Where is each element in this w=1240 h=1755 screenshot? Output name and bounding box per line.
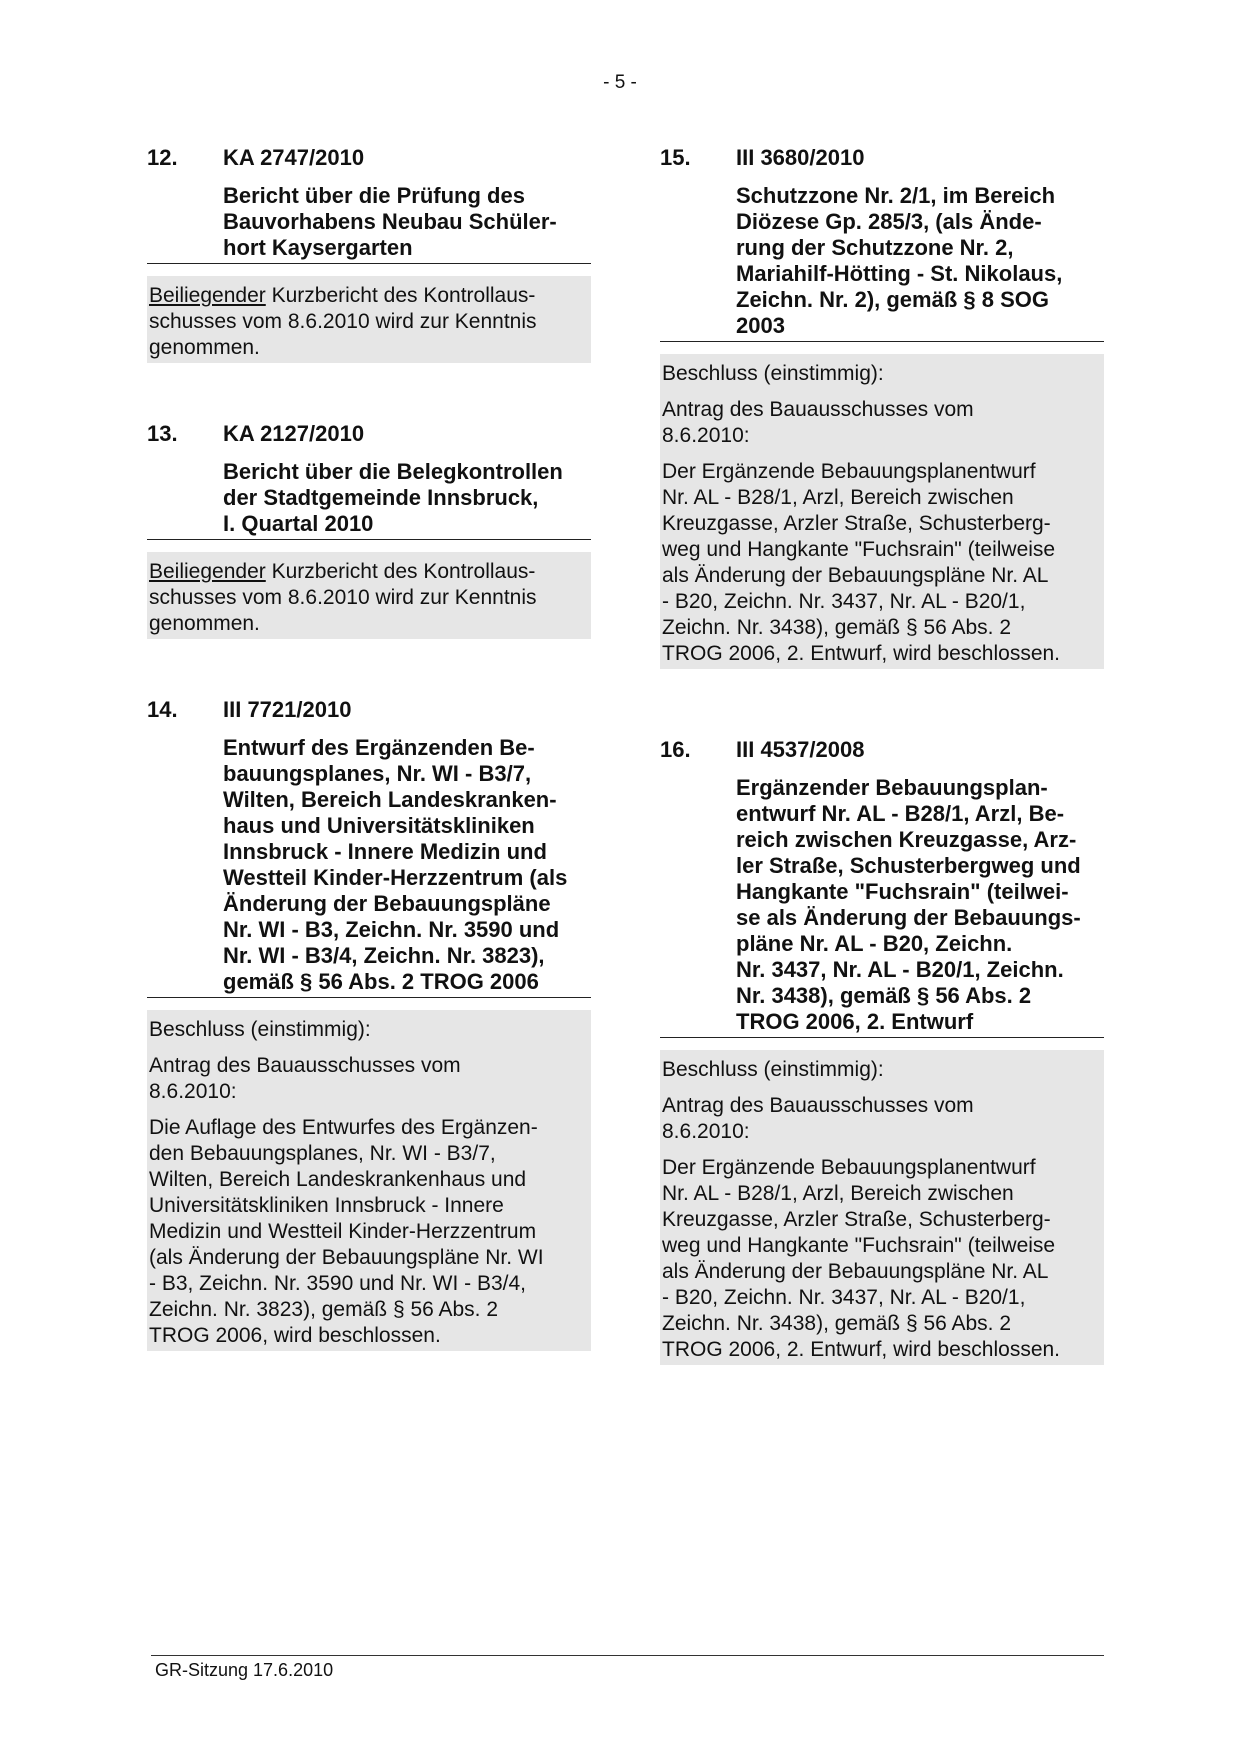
title-divider bbox=[147, 263, 591, 264]
title-line: der Stadtgemeinde Innsbruck, bbox=[223, 485, 539, 510]
motion-line: 8.6.2010: bbox=[662, 1120, 750, 1143]
title-line: Nr. 3438), gemäß § 56 Abs. 2 bbox=[736, 983, 1032, 1008]
title-line: Nr. WI - B3, Zeichn. Nr. 3590 und bbox=[223, 917, 560, 942]
agenda-item bbox=[660, 737, 1104, 1365]
motion-line: Antrag des Bauausschusses vom bbox=[662, 398, 974, 421]
title-line: Änderung der Bebauungspläne bbox=[223, 891, 551, 916]
agenda-item bbox=[660, 145, 1104, 669]
text-line: TROG 2006, wird beschlossen. bbox=[149, 1324, 441, 1347]
title-line: haus und Universitätskliniken bbox=[223, 813, 535, 838]
motion-label bbox=[662, 1093, 1100, 1145]
agenda-item-header bbox=[147, 145, 591, 171]
item-number: 15. bbox=[660, 145, 691, 170]
agenda-item-header bbox=[147, 697, 591, 723]
resolution-box bbox=[147, 552, 591, 639]
text-line: Wilten, Bereich Landeskrankenhaus und bbox=[149, 1168, 527, 1191]
agenda-item-header bbox=[660, 145, 1104, 171]
body-line: schusses vom 8.6.2010 wird zur Kenntnis bbox=[149, 310, 537, 333]
body-line: genommen. bbox=[149, 336, 260, 359]
text-line: Medizin und Westteil Kinder-Herzzentrum bbox=[149, 1220, 537, 1243]
motion-line: Antrag des Bauausschusses vom bbox=[149, 1054, 461, 1077]
right-column bbox=[660, 145, 1104, 1365]
text-line: TROG 2006, 2. Entwurf, wird beschlossen. bbox=[662, 642, 1061, 665]
text-line: Kreuzgasse, Arzler Straße, Schusterberg- bbox=[662, 1208, 1051, 1231]
text-line: Zeichn. Nr. 3438), gemäß § 56 Abs. 2 bbox=[662, 1312, 1012, 1335]
item-number: 16. bbox=[660, 737, 691, 762]
text-line: Zeichn. Nr. 3823), gemäß § 56 Abs. 2 bbox=[149, 1298, 499, 1321]
title-divider bbox=[147, 539, 591, 540]
text-line: TROG 2006, 2. Entwurf, wird beschlossen. bbox=[662, 1338, 1061, 1361]
motion-label bbox=[662, 397, 1100, 449]
text-line: als Änderung der Bebauungspläne Nr. AL bbox=[662, 564, 1049, 587]
item-number: 13. bbox=[147, 421, 178, 446]
text-line: Zeichn. Nr. 3438), gemäß § 56 Abs. 2 bbox=[662, 616, 1012, 639]
item-number: 14. bbox=[147, 697, 178, 722]
item-reference: III 7721/2010 bbox=[223, 697, 352, 722]
title-line: Bericht über die Belegkontrollen bbox=[223, 459, 563, 484]
motion-line: 8.6.2010: bbox=[149, 1080, 237, 1103]
title-line: Schutzzone Nr. 2/1, im Bereich bbox=[736, 183, 1056, 208]
text-line: weg und Hangkante "Fuchsrain" (teilweise bbox=[662, 1234, 1056, 1257]
text-line: als Änderung der Bebauungspläne Nr. AL bbox=[662, 1260, 1049, 1283]
agenda-item bbox=[147, 145, 591, 363]
title-line: hort Kaysergarten bbox=[223, 235, 413, 260]
resolution-box bbox=[147, 276, 591, 363]
title-line: Ergänzender Bebauungsplan- bbox=[736, 775, 1048, 800]
title-line: rung der Schutzzone Nr. 2, bbox=[736, 235, 1014, 260]
text-line: weg und Hangkante "Fuchsrain" (teilweise bbox=[662, 538, 1056, 561]
title-divider bbox=[660, 341, 1104, 342]
resolution-text bbox=[149, 1115, 587, 1349]
item-reference: III 4537/2008 bbox=[736, 737, 865, 762]
title-line: Diözese Gp. 285/3, (als Ände- bbox=[736, 209, 1042, 234]
resolution-text bbox=[662, 1155, 1100, 1363]
body-line: genommen. bbox=[149, 612, 260, 635]
page-number: - 5 - bbox=[603, 72, 637, 93]
agenda-item bbox=[147, 421, 591, 639]
agenda-item-header bbox=[147, 421, 591, 447]
body-line: Kurzbericht des Kontrollaus- bbox=[265, 284, 536, 307]
text-line: Der Ergänzende Bebauungsplanentwurf bbox=[662, 460, 1036, 483]
text-line: Der Ergänzende Bebauungsplanentwurf bbox=[662, 1156, 1036, 1179]
title-line: Westteil Kinder-Herzzentrum (als bbox=[223, 865, 568, 890]
footer-session-date: GR-Sitzung 17.6.2010 bbox=[155, 1660, 334, 1680]
motion-label bbox=[149, 1053, 587, 1105]
title-line: entwurf Nr. AL - B28/1, Arzl, Be- bbox=[736, 801, 1065, 826]
item-title bbox=[223, 459, 591, 539]
title-line: Innsbruck - Innere Medizin und bbox=[223, 839, 547, 864]
item-title bbox=[223, 183, 591, 263]
title-line: Entwurf des Ergänzenden Be- bbox=[223, 735, 535, 760]
text-line: Nr. AL - B28/1, Arzl, Bereich zwischen bbox=[662, 1182, 1014, 1205]
decision-label: Beschluss (einstimmig): bbox=[662, 362, 884, 385]
title-line: Bericht über die Prüfung des bbox=[223, 183, 525, 208]
title-line: Bauvorhabens Neubau Schüler- bbox=[223, 209, 557, 234]
left-column bbox=[147, 145, 591, 1351]
item-title bbox=[736, 775, 1104, 1037]
title-line: bauungsplanes, Nr. WI - B3/7, bbox=[223, 761, 532, 786]
resolution-box bbox=[660, 354, 1104, 669]
text-line: - B3, Zeichn. Nr. 3590 und Nr. WI - B3/4, bbox=[149, 1272, 526, 1295]
underlined-lead: Beiliegender bbox=[149, 560, 266, 583]
decision-label: Beschluss (einstimmig): bbox=[149, 1018, 371, 1041]
item-reference: KA 2127/2010 bbox=[223, 421, 365, 446]
agenda-item bbox=[147, 697, 591, 1351]
title-line: TROG 2006, 2. Entwurf bbox=[736, 1009, 974, 1034]
footer-divider bbox=[151, 1655, 1104, 1656]
item-title bbox=[736, 183, 1104, 341]
text-line: - B20, Zeichn. Nr. 3437, Nr. AL - B20/1, bbox=[662, 590, 1026, 613]
title-divider bbox=[660, 1037, 1104, 1038]
resolution-text bbox=[149, 559, 587, 637]
text-line: Nr. AL - B28/1, Arzl, Bereich zwischen bbox=[662, 486, 1014, 509]
resolution-box bbox=[660, 1050, 1104, 1365]
body-line: schusses vom 8.6.2010 wird zur Kenntnis bbox=[149, 586, 537, 609]
resolution-box bbox=[147, 1010, 591, 1351]
agenda-item-header bbox=[660, 737, 1104, 763]
item-reference: KA 2747/2010 bbox=[223, 145, 365, 170]
title-line: pläne Nr. AL - B20, Zeichn. bbox=[736, 931, 1013, 956]
title-line: Zeichn. Nr. 2), gemäß § 8 SOG bbox=[736, 287, 1049, 312]
title-line: ler Straße, Schusterbergweg und bbox=[736, 853, 1081, 878]
decision-label: Beschluss (einstimmig): bbox=[662, 1058, 884, 1081]
motion-line: 8.6.2010: bbox=[662, 424, 750, 447]
title-line: Nr. 3437, Nr. AL - B20/1, Zeichn. bbox=[736, 957, 1064, 982]
text-line: Universitätskliniken Innsbruck - Innere bbox=[149, 1194, 504, 1217]
item-number: 12. bbox=[147, 145, 178, 170]
text-line: Kreuzgasse, Arzler Straße, Schusterberg- bbox=[662, 512, 1051, 535]
underlined-lead: Beiliegender bbox=[149, 284, 266, 307]
title-line: se als Änderung der Bebauungs- bbox=[736, 905, 1081, 930]
title-line: reich zwischen Kreuzgasse, Arz- bbox=[736, 827, 1077, 852]
title-line: Nr. WI - B3/4, Zeichn. Nr. 3823), bbox=[223, 943, 545, 968]
item-reference: III 3680/2010 bbox=[736, 145, 865, 170]
text-line: Die Auflage des Entwurfes des Ergänzen- bbox=[149, 1116, 538, 1139]
resolution-text bbox=[662, 459, 1100, 667]
title-line: Mariahilf-Hötting - St. Nikolaus, bbox=[736, 261, 1063, 286]
item-title bbox=[223, 735, 591, 997]
text-line: den Bebauungsplanes, Nr. WI - B3/7, bbox=[149, 1142, 496, 1165]
resolution-text bbox=[149, 283, 587, 361]
title-line: Hangkante "Fuchsrain" (teilwei- bbox=[736, 879, 1069, 904]
title-line: I. Quartal 2010 bbox=[223, 511, 374, 536]
title-line: gemäß § 56 Abs. 2 TROG 2006 bbox=[223, 969, 539, 994]
title-line: 2003 bbox=[736, 313, 785, 338]
motion-line: Antrag des Bauausschusses vom bbox=[662, 1094, 974, 1117]
title-divider bbox=[147, 997, 591, 998]
title-line: Wilten, Bereich Landeskranken- bbox=[223, 787, 557, 812]
text-line: (als Änderung der Bebauungspläne Nr. WI bbox=[149, 1246, 544, 1269]
text-line: - B20, Zeichn. Nr. 3437, Nr. AL - B20/1, bbox=[662, 1286, 1026, 1309]
body-line: Kurzbericht des Kontrollaus- bbox=[265, 560, 536, 583]
